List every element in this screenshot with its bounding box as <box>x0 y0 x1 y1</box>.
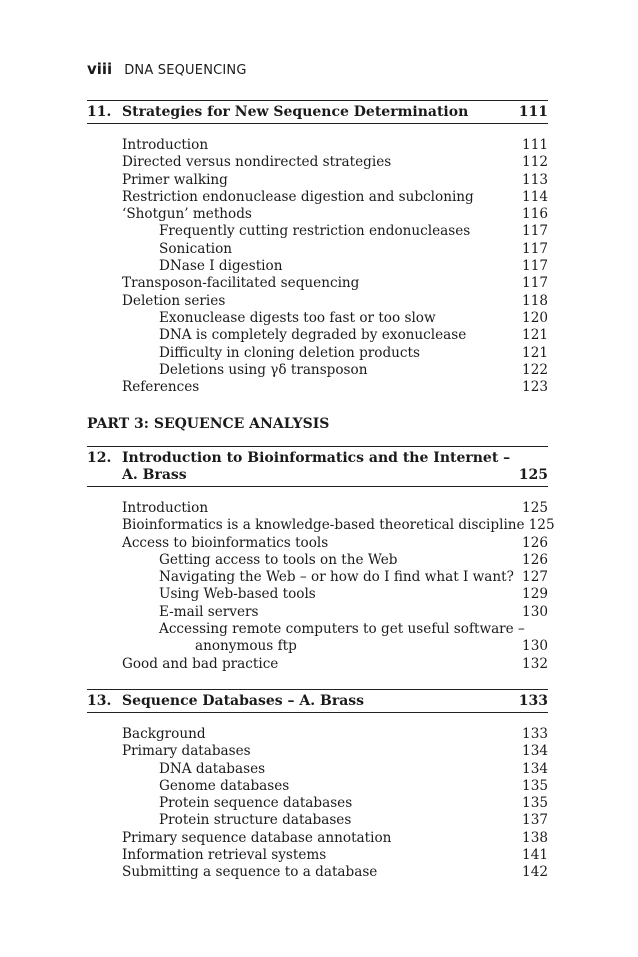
running-head <box>87 60 247 80</box>
toc-entry-page: 133 <box>522 726 548 742</box>
toc-entry-title: Sonication <box>159 240 233 257</box>
toc-subentry[interactable] <box>87 310 548 327</box>
toc-entry[interactable] <box>87 517 555 534</box>
toc-subentry[interactable] <box>87 586 548 603</box>
toc-subentry[interactable] <box>87 552 548 569</box>
toc-entry-title: Transposon-facilitated sequencing <box>122 275 360 292</box>
toc-subentry[interactable] <box>87 362 548 379</box>
toc-entry-page: 137 <box>522 812 548 829</box>
toc-entry-title: DNA databases <box>159 760 266 777</box>
toc-entry-title: Primary sequence database annotation <box>122 829 392 846</box>
toc-entry-page: 117 <box>522 275 548 292</box>
chapter-11-entries <box>87 137 548 396</box>
toc-entry[interactable] <box>87 154 548 171</box>
toc-entry-page: 135 <box>522 777 548 794</box>
toc-entry-title: Protein structure databases <box>159 812 352 829</box>
toc-entry-title: Good and bad practice <box>122 655 279 672</box>
part-heading: PART 3: SEQUENCE ANALYSIS <box>87 416 330 432</box>
toc-entry[interactable] <box>87 656 548 673</box>
toc-entry-page: 125 <box>522 500 548 516</box>
toc-entry-title: References <box>122 379 200 396</box>
toc-entry-page: 130 <box>522 603 548 620</box>
toc-entry-page: 134 <box>522 760 548 777</box>
chapter-number: 13. <box>87 693 112 709</box>
toc-entry-title: Information retrieval systems <box>122 847 327 864</box>
toc-entry[interactable] <box>87 172 548 189</box>
toc-entry-title: Access to bioinformatics tools <box>122 534 329 551</box>
toc-entry-title: Using Web-based tools <box>159 586 316 603</box>
toc-entry-page: 121 <box>522 344 548 361</box>
toc-subentry[interactable] <box>87 812 548 829</box>
toc-entry[interactable] <box>87 830 548 847</box>
toc-entry-page: 135 <box>522 795 548 812</box>
toc-subentry[interactable] <box>87 604 548 621</box>
chapter-title <box>122 450 518 484</box>
toc-entry-page <box>525 621 555 638</box>
chapter-13-entries <box>87 726 548 882</box>
toc-entry-page: 118 <box>522 292 548 309</box>
toc-entry[interactable] <box>87 500 548 517</box>
toc-subentry[interactable] <box>87 241 548 258</box>
toc-entry-title: Protein sequence databases <box>159 795 353 812</box>
toc-entry-page: 117 <box>522 258 548 275</box>
chapter-12-entries <box>87 500 555 673</box>
toc-entry[interactable] <box>87 137 548 154</box>
chapter-page: 125 <box>518 467 548 483</box>
toc-entry-title: Primary databases <box>122 743 251 760</box>
toc-entry-page: 132 <box>522 655 548 672</box>
toc-entry[interactable] <box>87 189 548 206</box>
toc-subentry[interactable] <box>87 345 548 362</box>
chapter-number: 11. <box>87 104 112 120</box>
toc-entry-page: 126 <box>522 534 548 551</box>
toc-entry-page: 123 <box>522 379 548 396</box>
toc-entry-title: Exonuclease digests too fast or too slow <box>159 309 436 326</box>
toc-entry-page: 138 <box>522 829 548 846</box>
chapter-title: Sequence Databases – A. Brass <box>122 693 365 709</box>
chapter-13-heading <box>87 689 548 713</box>
toc-entry-title: DNA is completely degraded by exonuclease <box>159 327 467 344</box>
chapter-number: 12. <box>87 450 112 466</box>
toc-entry[interactable] <box>87 275 548 292</box>
chapter-page: 111 <box>518 104 548 120</box>
toc-entry-title: Bioinformatics is a knowledge-based theoretical discipline <box>122 517 525 534</box>
chapter-11 <box>87 100 548 396</box>
toc-entry-title: Navigating the Web – or how do I find what I want? <box>159 569 514 586</box>
toc-entry-title: ‘Shotgun’ methods <box>122 206 252 223</box>
toc-entry-title: Introduction <box>122 137 209 153</box>
toc-entry-page: 112 <box>522 154 548 171</box>
toc-entry-page: 117 <box>522 223 548 240</box>
chapter-title-line2: A. Brass <box>122 467 187 483</box>
toc-entry-page: 141 <box>522 847 548 864</box>
toc-subentry[interactable] <box>87 258 548 275</box>
toc-entry-title: E-mail servers <box>159 603 259 620</box>
chapter-title-line1: Introduction to Bioinformatics and the Internet – <box>122 450 511 466</box>
toc-entry-title: Background <box>122 726 206 742</box>
toc-entry-title: Getting access to tools on the Web <box>159 551 398 568</box>
toc-subentry[interactable] <box>87 223 548 240</box>
toc-entry-title: anonymous ftp <box>195 638 297 655</box>
chapter-12 <box>87 446 555 673</box>
toc-entry-page: 116 <box>522 206 548 223</box>
toc-entry-page: 130 <box>522 638 548 655</box>
toc-entry[interactable] <box>87 743 548 760</box>
toc-entry-title: Difficulty in cloning deletion products <box>159 344 420 361</box>
toc-entry-title: Submitting a sequence to a database <box>122 864 378 881</box>
toc-entry[interactable] <box>87 293 548 310</box>
toc-entry[interactable] <box>87 535 548 552</box>
toc-entry-page: 114 <box>522 188 548 205</box>
toc-entry-page: 125 <box>528 517 555 534</box>
toc-subentry[interactable] <box>87 621 548 638</box>
toc-entry[interactable] <box>87 206 548 223</box>
chapter-page: 133 <box>518 693 548 709</box>
toc-entry[interactable] <box>87 847 548 864</box>
book-title: DNA SEQUENCING <box>124 63 247 78</box>
toc-entry-title: Genome databases <box>159 777 290 794</box>
toc-entry[interactable] <box>87 379 548 396</box>
toc-entry-page: 126 <box>522 551 548 568</box>
toc-entry-page: 122 <box>522 361 548 378</box>
toc-entry-page: 117 <box>522 240 548 257</box>
toc-entry-title: DNase I digestion <box>159 258 283 275</box>
toc-entry-page: 113 <box>522 171 548 188</box>
toc-entry[interactable] <box>87 726 548 743</box>
toc-entry-page: 134 <box>522 743 548 760</box>
toc-entry-page: 127 <box>522 569 548 586</box>
toc-subentry[interactable] <box>87 761 548 778</box>
toc-subentry[interactable] <box>87 569 548 586</box>
toc-entry-title: Deletion series <box>122 292 226 309</box>
toc-subentry-continued[interactable] <box>87 638 548 655</box>
chapter-13 <box>87 689 548 882</box>
chapter-11-heading <box>87 100 548 124</box>
toc-entry-title: Introduction <box>122 500 209 516</box>
toc-entry-title: Deletions using γδ transposon <box>159 361 368 378</box>
toc-entry-title: Directed versus nondirected strategies <box>122 154 392 171</box>
toc-entry-page: 129 <box>522 586 548 603</box>
toc-entry-title: Accessing remote computers to get useful software – <box>159 621 525 638</box>
chapter-12-heading <box>87 446 548 487</box>
toc-entry-title: Primer walking <box>122 171 228 188</box>
toc-entry-title: Restriction endonuclease digestion and subcloning <box>122 188 474 205</box>
toc-entry-page: 142 <box>522 864 548 881</box>
page-number: viii <box>87 60 113 78</box>
toc-entry-page: 121 <box>522 327 548 344</box>
toc-subentry[interactable] <box>87 778 548 795</box>
toc-entry-page: 111 <box>522 137 548 153</box>
toc-entry-title: Frequently cutting restriction endonucleases <box>159 223 471 240</box>
chapter-title: Strategies for New Sequence Determination <box>122 104 469 120</box>
toc-subentry[interactable] <box>87 795 548 812</box>
toc-subentry[interactable] <box>87 327 548 344</box>
toc-entry[interactable] <box>87 864 548 881</box>
toc-entry-page: 120 <box>522 309 548 326</box>
